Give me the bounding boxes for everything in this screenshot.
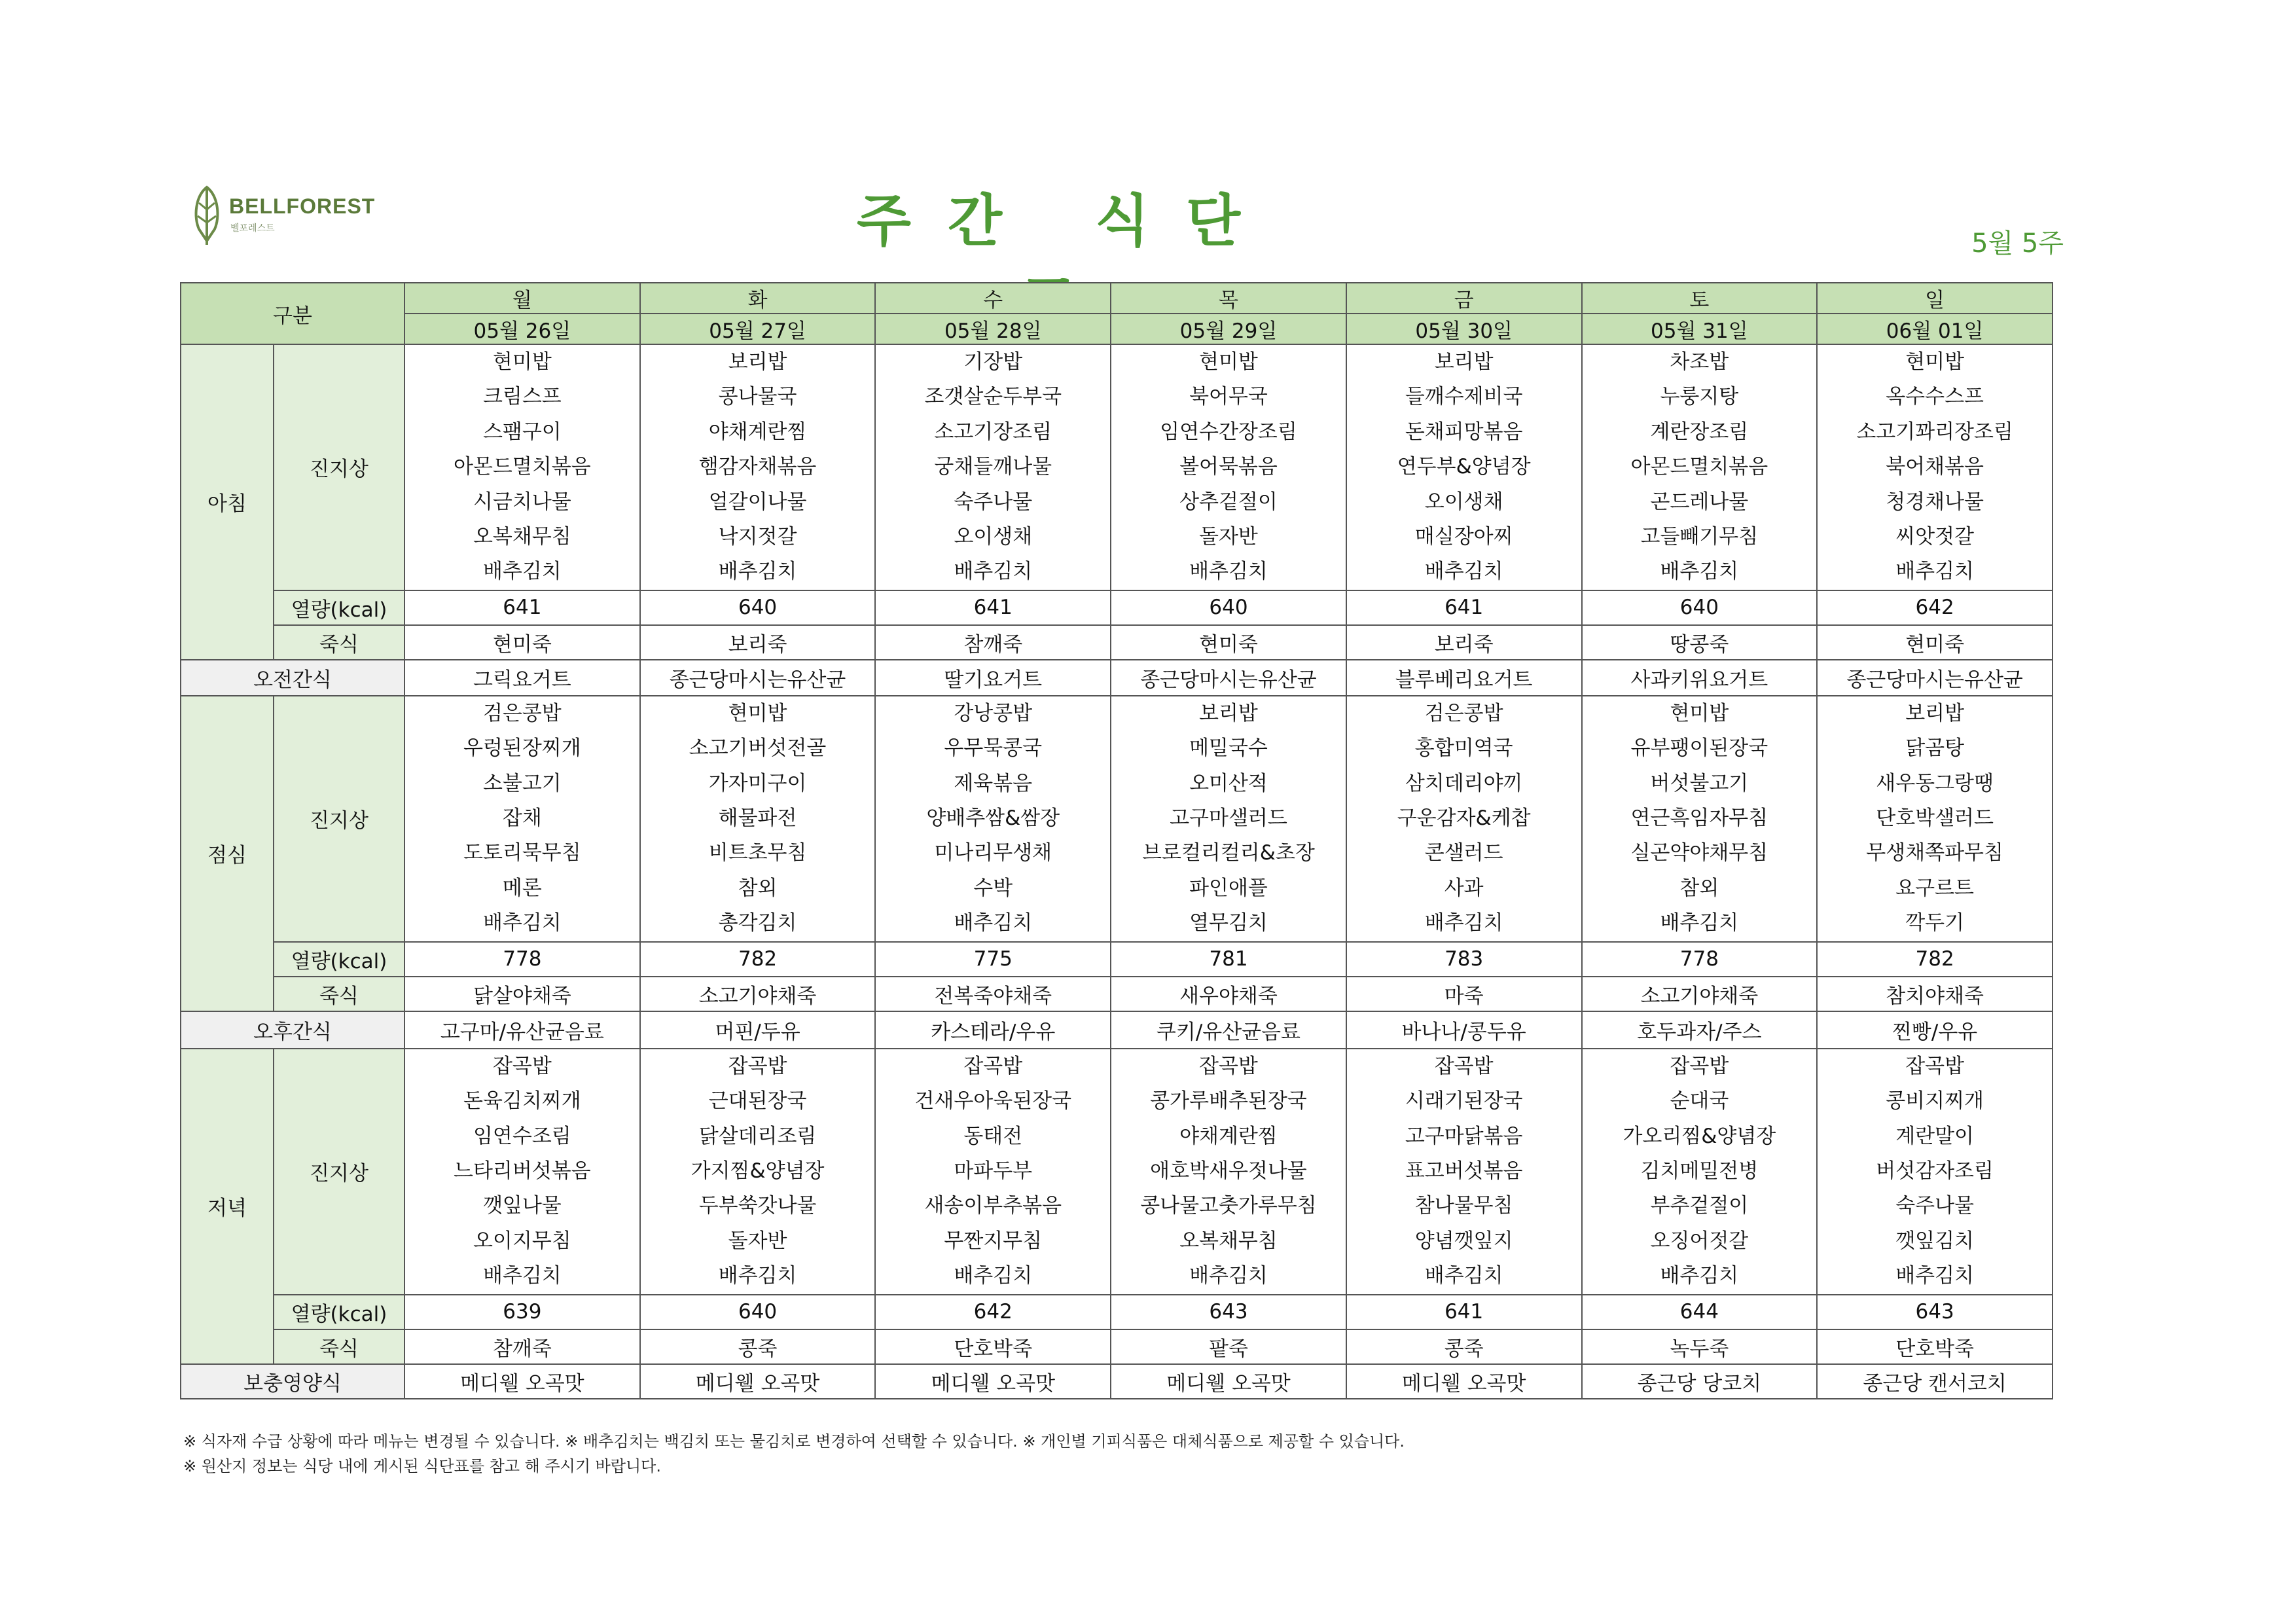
date-header: 05월 28일 [875, 314, 1111, 344]
menu-item: 닭살데리조림 [698, 1124, 817, 1148]
snack-item: 고구마/유산균음료 [404, 1011, 640, 1049]
menu-item: 배추김치 [1424, 560, 1503, 584]
category-header: 구분 [181, 283, 404, 344]
menu-item: 소불고기 [482, 771, 562, 795]
menu-item: 잡채 [502, 806, 542, 831]
calorie-value: 778 [1582, 942, 1818, 977]
porridge-item: 참깨죽 [875, 625, 1111, 660]
menu-item: 애호박새우젓나물 [1150, 1159, 1307, 1183]
calorie-value: 640 [640, 1295, 876, 1329]
porridge-item: 닭살야채죽 [404, 977, 640, 1011]
calorie-value: 782 [1817, 942, 2053, 977]
menu-item: 콘샐러드 [1424, 841, 1503, 865]
menu-item: 깻잎나물 [482, 1194, 562, 1218]
menu-item: 열무김치 [1189, 911, 1268, 935]
menu-item: 연근흑임자무침 [1630, 806, 1768, 831]
menu-item: 배추김치 [718, 1264, 797, 1288]
menu-item: 해물파전 [718, 806, 797, 831]
snack-item: 쿠키/유산균음료 [1111, 1011, 1346, 1049]
table-row [181, 977, 2053, 1011]
menu-item: 잡곡밥 [1434, 1054, 1494, 1078]
menu-cell [1817, 1049, 2053, 1295]
snack-item: 카스테라/우유 [875, 1011, 1111, 1049]
snack-item: 종근당 캔서코치 [1817, 1364, 2053, 1399]
menu-item: 요구르트 [1895, 876, 1974, 900]
menu-item: 배추김치 [482, 1264, 562, 1288]
menu-item: 배추김치 [718, 560, 797, 584]
menu-item: 오징어젓갈 [1650, 1229, 1749, 1253]
porridge-item: 팥죽 [1111, 1329, 1346, 1364]
calorie-value: 639 [404, 1295, 640, 1329]
menu-item: 배추김치 [954, 911, 1033, 935]
menu-item: 잡곡밥 [1905, 1054, 1965, 1078]
day-header: 토 [1582, 283, 1818, 314]
menu-item: 얼갈이나물 [708, 490, 807, 514]
menu-item: 검은콩밥 [482, 701, 562, 725]
calorie-value: 643 [1111, 1295, 1346, 1329]
menu-item: 배추김치 [1660, 1264, 1739, 1288]
menu-item: 두부쑥갓나물 [698, 1194, 817, 1218]
menu-item: 씨앗젓갈 [1895, 525, 1974, 549]
calorie-value: 641 [404, 590, 640, 625]
menu-item: 수박 [973, 876, 1013, 900]
row-label-supplement: 보충영양식 [181, 1364, 404, 1399]
menu-item: 닭곰탕 [1905, 736, 1965, 761]
snack-item: 메디웰 오곡맛 [1346, 1364, 1582, 1399]
menu-item: 시래기된장국 [1405, 1089, 1523, 1113]
snack-item: 사과키위요거트 [1582, 660, 1818, 696]
menu-item: 배추김치 [1424, 911, 1503, 935]
menu-item: 낙지젓갈 [718, 525, 797, 549]
menu-item: 배추김치 [1895, 1264, 1974, 1288]
menu-item: 궁채들깨나물 [934, 455, 1052, 479]
menu-item: 돈육김치찌개 [463, 1089, 581, 1113]
porridge-item: 소고기야채죽 [1582, 977, 1818, 1011]
menu-item: 유부팽이된장국 [1630, 736, 1768, 761]
menu-item: 현미밥 [1905, 350, 1965, 374]
menu-item: 부추겉절이 [1650, 1194, 1749, 1218]
menu-item: 보리밥 [1434, 350, 1494, 374]
menu-cell [1817, 344, 2053, 590]
menu-item: 표고버섯볶음 [1405, 1159, 1523, 1183]
menu-item: 계란말이 [1895, 1124, 1974, 1148]
calorie-value: 641 [1346, 590, 1582, 625]
menu-item: 미나리무생채 [934, 841, 1052, 865]
table-row [181, 942, 2053, 977]
menu-item: 도토리묵무침 [463, 841, 581, 865]
menu-item: 새송이부추볶음 [924, 1194, 1062, 1218]
menu-item: 홍합미역국 [1414, 736, 1513, 761]
menu-item: 강낭콩밥 [954, 701, 1033, 725]
menu-item: 잡곡밥 [1199, 1054, 1258, 1078]
table-row [181, 1295, 2053, 1329]
date-header: 05월 31일 [1582, 314, 1818, 344]
note-line: ※ 식자재 수급 상황에 따라 메뉴는 변경될 수 있습니다. ※ 배추김치는 백김치 또는 물김치로 변경하여 선택할 수 있습니다. ※ 개인별 기피식품은 대체식품으로 제공할 수 있습니다. [183, 1432, 1405, 1451]
menu-item: 고구마샐러드 [1170, 806, 1287, 831]
porridge-label: 죽식 [274, 625, 404, 660]
menu-cell [1346, 1049, 1582, 1295]
row-label-pm_snack: 오후간식 [181, 1011, 404, 1049]
calorie-value: 640 [640, 590, 876, 625]
menu-item: 볼어묵볶음 [1179, 455, 1278, 479]
menu-item: 콩나물국 [718, 385, 797, 409]
menu-cell [1346, 696, 1582, 942]
snack-item: 종근당마시는유산균 [1111, 660, 1346, 696]
table-row [181, 590, 2053, 625]
menu-item: 제육볶음 [954, 771, 1033, 795]
porridge-item: 단호박죽 [875, 1329, 1111, 1364]
calorie-value: 641 [1346, 1295, 1582, 1329]
menu-item: 검은콩밥 [1424, 701, 1503, 725]
menu-item: 돌자반 [1199, 525, 1258, 549]
menu-item: 가오리찜&양념장 [1623, 1124, 1776, 1148]
logo-subtitle: 벨포레스트 [230, 223, 275, 234]
menu-cell [640, 344, 876, 590]
menu-item: 오복채무침 [1179, 1229, 1278, 1253]
calorie-value: 778 [404, 942, 640, 977]
porridge-item: 현미죽 [1817, 625, 2053, 660]
menu-item: 곤드레나물 [1650, 490, 1749, 514]
snack-item: 종근당마시는유산균 [1817, 660, 2053, 696]
logo-name: BELLFOREST [229, 194, 376, 218]
menu-cell [1582, 696, 1818, 942]
menu-item: 무생채쪽파무침 [1866, 841, 2003, 865]
menu-item: 고구마닭볶음 [1405, 1124, 1523, 1148]
porridge-item: 녹두죽 [1582, 1329, 1818, 1364]
menu-item: 크림스프 [482, 385, 562, 409]
menu-item: 삼치데리야끼 [1405, 771, 1523, 795]
menu-item: 잡곡밥 [728, 1054, 787, 1078]
menu-item: 동태전 [963, 1124, 1023, 1148]
snack-item: 찐빵/우유 [1817, 1011, 2053, 1049]
row-label-am_snack: 오전간식 [181, 660, 404, 696]
snack-item: 머핀/두유 [640, 1011, 876, 1049]
menu-item: 비트초무침 [708, 841, 807, 865]
calorie-value: 782 [640, 942, 876, 977]
menu-item: 오미산적 [1189, 771, 1268, 795]
menu-item: 연두부&양념장 [1397, 455, 1531, 479]
menu-item: 소고기꽈리장조림 [1856, 420, 2013, 444]
porridge-item: 새우야채죽 [1111, 977, 1346, 1011]
menu-item: 배추김치 [1660, 560, 1739, 584]
day-header: 목 [1111, 283, 1346, 314]
main-label: 진지상 [274, 696, 404, 942]
menu-item: 현미밥 [1199, 350, 1258, 374]
meal-label-dinner: 저녁 [181, 1049, 274, 1364]
menu-item: 숙주나물 [1895, 1194, 1974, 1218]
menu-item: 배추김치 [482, 911, 562, 935]
menu-cell [404, 344, 640, 590]
table-row [181, 1011, 2053, 1049]
menu-item: 기장밥 [963, 350, 1023, 374]
calorie-value: 783 [1346, 942, 1582, 977]
menu-item: 임연수조림 [473, 1124, 571, 1148]
menu-item: 야채계란찜 [1179, 1124, 1278, 1148]
snack-item: 그릭요거트 [404, 660, 640, 696]
menu-cell [875, 344, 1111, 590]
menu-cell [1111, 344, 1346, 590]
menu-item: 아몬드멸치볶음 [1630, 455, 1768, 479]
porridge-item: 참깨죽 [404, 1329, 640, 1364]
porridge-item: 전복죽야채죽 [875, 977, 1111, 1011]
main-label: 진지상 [274, 1049, 404, 1295]
menu-item: 콩비지찌개 [1886, 1089, 1984, 1113]
menu-item: 현미밥 [492, 350, 552, 374]
porridge-item: 콩죽 [1346, 1329, 1582, 1364]
day-header: 일 [1817, 283, 2053, 314]
date-header: 05월 29일 [1111, 314, 1346, 344]
calorie-value: 642 [875, 1295, 1111, 1329]
menu-item: 배추김치 [1895, 560, 1974, 584]
porridge-item: 마죽 [1346, 977, 1582, 1011]
date-header: 05월 27일 [640, 314, 876, 344]
menu-item: 소고기버섯전골 [689, 736, 827, 761]
menu-cell [640, 696, 876, 942]
menu-item: 실곤약야채무침 [1630, 841, 1768, 865]
menu-item: 숙주나물 [954, 490, 1033, 514]
menu-item: 브로컬리컬리&초장 [1142, 841, 1315, 865]
table-row [181, 1049, 2053, 1295]
menu-item: 깍두기 [1905, 911, 1965, 935]
menu-item: 구운감자&케찹 [1397, 806, 1531, 831]
table-row [181, 1329, 2053, 1364]
menu-item: 양념깻잎지 [1414, 1229, 1513, 1253]
page-title: 주간 식단 [856, 189, 1278, 254]
menu-item: 차조밥 [1670, 350, 1729, 374]
menu-item: 들깨수제비국 [1405, 385, 1523, 409]
porridge-item: 소고기야채죽 [640, 977, 876, 1011]
menu-item: 조갯살순두부국 [924, 385, 1062, 409]
menu-item: 아몬드멸치볶음 [454, 455, 591, 479]
menu-cell [1817, 696, 2053, 942]
menu-item: 배추김치 [954, 560, 1033, 584]
meal-label-lunch: 점심 [181, 696, 274, 1011]
snack-item: 메디웰 오곡맛 [404, 1364, 640, 1399]
menu-item: 햄감자채볶음 [698, 455, 817, 479]
porridge-item: 콩죽 [640, 1329, 876, 1364]
menu-item: 고들빼기무침 [1640, 525, 1759, 549]
menu-item: 옥수수스프 [1886, 385, 1984, 409]
menu-item: 총각김치 [718, 911, 797, 935]
day-header: 월 [404, 283, 640, 314]
menu-item: 보리밥 [1199, 701, 1258, 725]
calorie-value: 781 [1111, 942, 1346, 977]
table-row [181, 696, 2053, 942]
table-row [181, 625, 2053, 660]
menu-item: 콩가루배추된장국 [1150, 1089, 1307, 1113]
date-header: 05월 26일 [404, 314, 640, 344]
menu-item: 오복채무침 [473, 525, 571, 549]
snack-item: 블루베리요거트 [1346, 660, 1582, 696]
menu-item: 돈채피망볶음 [1405, 420, 1523, 444]
calorie-value: 775 [875, 942, 1111, 977]
menu-item: 무짠지무침 [944, 1229, 1043, 1253]
menu-item: 보리밥 [1905, 701, 1965, 725]
menu-item: 마파두부 [954, 1159, 1033, 1183]
menu-item: 우렁된장찌개 [463, 736, 581, 761]
menu-item: 북어무국 [1189, 385, 1268, 409]
bellforest-logo [190, 183, 393, 249]
porridge-item: 참치야채죽 [1817, 977, 2053, 1011]
menu-item: 건새우아욱된장국 [914, 1089, 1072, 1113]
table-row [181, 344, 2053, 590]
menu-item: 순대국 [1670, 1089, 1729, 1113]
table-row [181, 283, 2053, 314]
menu-item: 현미밥 [728, 701, 787, 725]
menu-item: 야채계란찜 [708, 420, 807, 444]
note-line: ※ 원산지 정보는 식당 내에 게시된 식단표를 참고 해 주시기 바랍니다. [183, 1457, 661, 1475]
menu-cell [875, 696, 1111, 942]
table-row [181, 660, 2053, 696]
menu-item: 버섯불고기 [1650, 771, 1749, 795]
menu-item: 배추김치 [1660, 911, 1739, 935]
calorie-label: 열량(kcal) [274, 942, 404, 977]
menu-item: 오이생채 [1424, 490, 1503, 514]
menu-cell [1346, 344, 1582, 590]
menu-item: 시금치나물 [473, 490, 571, 514]
notes [183, 1429, 1405, 1479]
menu-item: 양배추쌈&쌈장 [926, 806, 1060, 831]
menu-item: 참외 [738, 876, 778, 900]
menu-item: 임연수간장조림 [1160, 420, 1297, 444]
menu-cell [1582, 1049, 1818, 1295]
menu-cell [640, 1049, 876, 1295]
menu-item: 버섯감자조림 [1876, 1159, 1994, 1183]
calorie-value: 641 [875, 590, 1111, 625]
menu-item: 오이생채 [954, 525, 1033, 549]
menu-item: 소고기장조림 [934, 420, 1052, 444]
menu-item: 잡곡밥 [1670, 1054, 1729, 1078]
meal-label-breakfast: 아침 [181, 344, 274, 660]
porridge-item: 단호박죽 [1817, 1329, 2053, 1364]
calorie-label: 열량(kcal) [274, 590, 404, 625]
snack-item: 메디웰 오곡맛 [640, 1364, 876, 1399]
menu-item: 가자미구이 [708, 771, 807, 795]
menu-item: 메밀국수 [1189, 736, 1268, 761]
porridge-label: 죽식 [274, 1329, 404, 1364]
snack-item: 메디웰 오곡맛 [1111, 1364, 1346, 1399]
tree-logo-icon [190, 183, 224, 249]
menu-item: 돌자반 [728, 1229, 787, 1253]
snack-item: 종근당마시는유산균 [640, 660, 876, 696]
weekly-menu-table [180, 282, 2053, 1399]
porridge-item: 현미죽 [1111, 625, 1346, 660]
snack-item: 메디웰 오곡맛 [875, 1364, 1111, 1399]
menu-item: 배추김치 [1424, 1264, 1503, 1288]
porridge-label: 죽식 [274, 977, 404, 1011]
menu-item: 사과 [1444, 876, 1484, 900]
menu-item: 배추김치 [1189, 560, 1268, 584]
menu-item: 김치메밀전병 [1640, 1159, 1759, 1183]
menu-item: 깻잎김치 [1895, 1229, 1974, 1253]
menu-item: 우무묵콩국 [944, 736, 1043, 761]
menu-item: 매실장아찌 [1414, 525, 1513, 549]
menu-cell [1111, 696, 1346, 942]
main-label: 진지상 [274, 344, 404, 590]
day-header: 금 [1346, 283, 1582, 314]
menu-item: 계란장조림 [1650, 420, 1749, 444]
menu-item: 배추김치 [954, 1264, 1033, 1288]
calorie-value: 640 [1582, 590, 1818, 625]
calorie-value: 640 [1111, 590, 1346, 625]
porridge-item: 보리죽 [1346, 625, 1582, 660]
snack-item: 호두과자/주스 [1582, 1011, 1818, 1049]
menu-item: 청경채나물 [1886, 490, 1984, 514]
menu-item: 느타리버섯볶음 [454, 1159, 591, 1183]
menu-item: 보리밥 [728, 350, 787, 374]
menu-item: 잡곡밥 [963, 1054, 1023, 1078]
menu-item: 콩나물고춧가루무침 [1140, 1194, 1317, 1218]
day-header: 화 [640, 283, 876, 314]
snack-item: 바나나/콩두유 [1346, 1011, 1582, 1049]
menu-cell [404, 1049, 640, 1295]
menu-item: 배추김치 [1189, 1264, 1268, 1288]
table-row [181, 1364, 2053, 1399]
menu-item: 상추겉절이 [1179, 490, 1278, 514]
menu-item: 메론 [502, 876, 542, 900]
menu-item: 가지찜&양념장 [691, 1159, 825, 1183]
menu-cell [1582, 344, 1818, 590]
date-header: 06월 01일 [1817, 314, 2053, 344]
menu-item: 오이지무침 [473, 1229, 571, 1253]
menu-item: 배추김치 [482, 560, 562, 584]
snack-item: 종근당 당코치 [1582, 1364, 1818, 1399]
menu-item: 단호박샐러드 [1876, 806, 1994, 831]
menu-item: 스팸구이 [482, 420, 562, 444]
menu-item: 누룽지탕 [1660, 385, 1739, 409]
porridge-item: 현미죽 [404, 625, 640, 660]
menu-item: 근대된장국 [708, 1089, 807, 1113]
calorie-label: 열량(kcal) [274, 1295, 404, 1329]
porridge-item: 땅콩죽 [1582, 625, 1818, 660]
menu-item: 현미밥 [1670, 701, 1729, 725]
calorie-value: 643 [1817, 1295, 2053, 1329]
menu-item: 잡곡밥 [492, 1054, 552, 1078]
menu-item: 참외 [1679, 876, 1719, 900]
snack-item: 딸기요거트 [875, 660, 1111, 696]
table-row [181, 314, 2053, 344]
menu-item: 파인애플 [1189, 876, 1268, 900]
calorie-value: 642 [1817, 590, 2053, 625]
menu-item: 새우동그랑땡 [1876, 771, 1994, 795]
day-header: 수 [875, 283, 1111, 314]
week-label: 5월 5주 [1971, 228, 2064, 259]
menu-item: 참나물무침 [1414, 1194, 1513, 1218]
menu-item: 북어채볶음 [1886, 455, 1984, 479]
date-header: 05월 30일 [1346, 314, 1582, 344]
menu-cell [404, 696, 640, 942]
menu-cell [1111, 1049, 1346, 1295]
porridge-item: 보리죽 [640, 625, 876, 660]
menu-cell [875, 1049, 1111, 1295]
calorie-value: 644 [1582, 1295, 1818, 1329]
